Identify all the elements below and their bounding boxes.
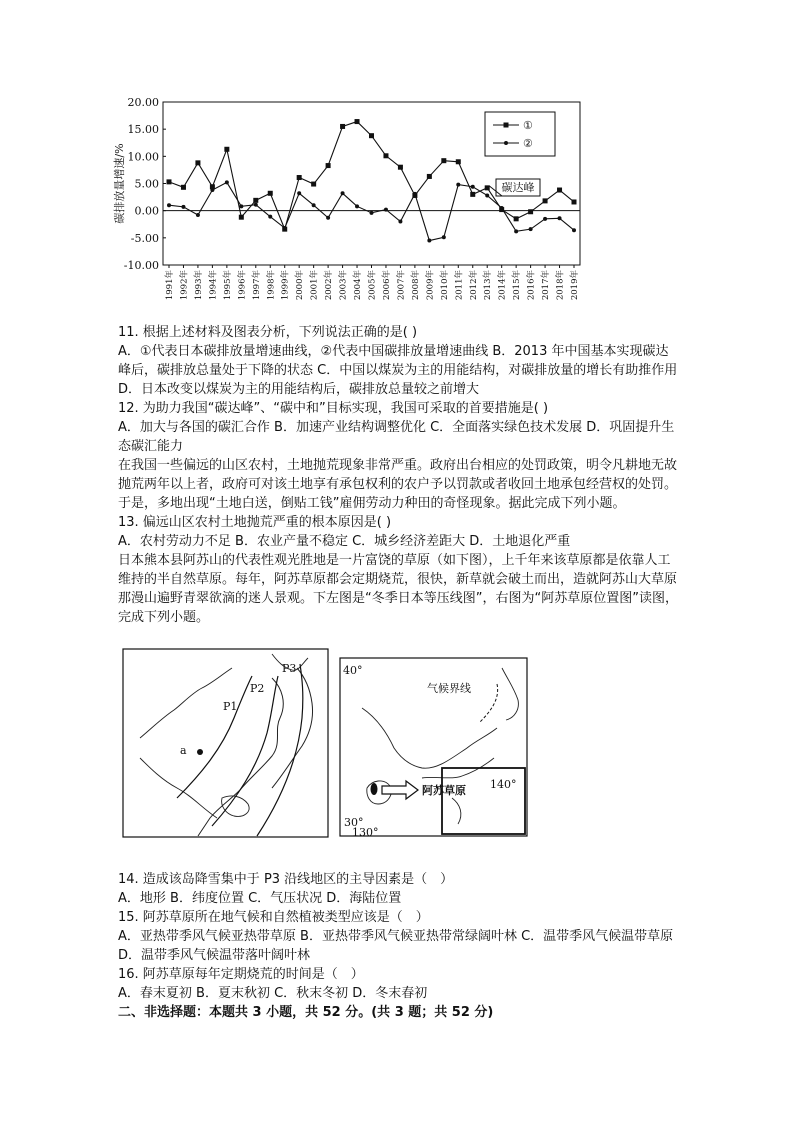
series-1-point (355, 119, 360, 124)
series-2-point (268, 215, 272, 219)
x-tick-label: 2012年 (468, 270, 479, 301)
series-2-point (413, 192, 417, 196)
q16-stem: 16. 阿苏草原每年定期烧荒的时间是（ ） (118, 967, 364, 982)
x-tick-label: 2006年 (381, 270, 392, 301)
x-tick-label: 2004年 (353, 270, 364, 301)
series-2-point (181, 205, 185, 209)
isobar-p1-label: P1 (223, 700, 238, 713)
x-tick-label: 2015年 (512, 270, 523, 301)
x-tick-label: 2008年 (410, 270, 421, 301)
series-2-point (355, 204, 359, 208)
y-tick-label: 0.00 (134, 204, 159, 218)
series-2-point (398, 220, 402, 224)
series-1-point (297, 175, 302, 180)
series-1-point (383, 153, 388, 158)
x-tick-label: 1996年 (237, 270, 248, 301)
q12-stem: 12. 为助力我国“碳达峰”、“碳中和”目标实现，我国可采取的首要措施是( ) (118, 401, 549, 416)
series-2-point (456, 183, 460, 187)
series-2-point (543, 217, 547, 221)
q13-options: A．农村劳动力不足 B．农业产量不稳定 C．城乡经济差距大 D．土地退化严重 (118, 534, 571, 549)
series-2-point (442, 235, 446, 239)
series-1-point (239, 215, 244, 220)
legend-marker-1 (504, 123, 509, 128)
x-tick-label: 1997年 (251, 270, 262, 301)
questions-block-2 (118, 870, 678, 1022)
series-1-point (340, 124, 345, 129)
x-tick-label: 1991年 (165, 270, 175, 301)
series-2-point (572, 228, 576, 232)
series-1-point (514, 216, 519, 221)
series-1-point (441, 158, 446, 163)
y-tick-label: -10.00 (123, 259, 159, 272)
aso-location-map (340, 658, 527, 838)
x-tick-label: 2010年 (439, 270, 450, 301)
series-1-point (253, 198, 258, 203)
q12-options: A．加大与各国的碳汇合作 B．加速产业结构调整优化 C．全面落实绿色技术发展 D．巩固提升生态碳汇能力 (118, 420, 675, 454)
lat-40-label: 40° (343, 664, 363, 677)
series-1-point (543, 198, 548, 203)
series-1-point (326, 163, 331, 168)
series-2-point (500, 206, 504, 210)
x-tick-label: 2018年 (555, 270, 566, 301)
carbon-emission-growth-chart (110, 90, 590, 310)
series-2-point (239, 204, 243, 208)
x-tick-label: 1999年 (280, 270, 291, 301)
legend-label-2: ② (523, 137, 533, 150)
series-1-point (470, 192, 475, 197)
x-tick-label: 1998年 (266, 270, 277, 301)
series-1-point (427, 174, 432, 179)
x-tick-label: 2017年 (541, 270, 552, 301)
series-1-point (456, 159, 461, 164)
x-tick-label: 2009年 (425, 270, 436, 301)
x-tick-label: 2013年 (483, 270, 494, 301)
series-1-point (485, 185, 490, 190)
series-2-point (326, 216, 330, 220)
lon-140-label: 140° (490, 778, 517, 791)
series-2-point (341, 191, 345, 195)
x-tick-label: 2005年 (367, 270, 378, 301)
isobar-p2-label: P2 (250, 682, 265, 695)
series-1-point (369, 133, 374, 138)
legend-marker-2 (504, 141, 508, 145)
series-2-point (514, 229, 518, 233)
q11-options: A．①代表日本碳排放量增速曲线，②代表中国碳排放量增速曲线 B．2013 年中国基本实现碳达峰后，碳排放总量处于下降的状态 C．中国以煤炭为主的用能结构，对碳排放量的增长有助推作用 D．日本改变以煤炭为主的用能结构后，碳排放总量较之前增大 (118, 344, 682, 397)
chart-legend (485, 112, 555, 196)
y-tick-label: -5.00 (130, 231, 159, 245)
q11-stem: 11. 根据上述材料及图表分析，下列说法正确的是( ) (118, 325, 418, 340)
series-2-point (529, 227, 533, 231)
series-1-point (224, 147, 229, 152)
x-tick-label: 1992年 (179, 270, 190, 301)
q13-stem: 13. 偏远山区农村土地抛荒严重的根本原因是( ) (118, 515, 392, 530)
x-tick-label: 2002年 (324, 270, 335, 301)
y-tick-label: 20.00 (127, 96, 159, 109)
series-1-point (181, 185, 186, 190)
intro-paragraph-2: 日本熊本县阿苏山的代表性观光胜地是一片富饶的草原（如下图），上千年来该草原都是依靠人工维持的半自然草原。每年，阿苏草原都会定期烧荒，很快，新草就会破土而出，造就阿苏山大草原那漫山遍野青翠欲滴的迷人景观。下左图是“冬季日本等压线图”，右图为“阿苏草原位置图”读图，完成下列小题。 (118, 553, 678, 625)
series-1-point (167, 179, 172, 184)
legend-box (485, 112, 555, 156)
series-2-point (254, 203, 258, 207)
x-tick-label: 2014年 (497, 270, 508, 301)
x-tick-label: 2001年 (309, 270, 320, 301)
x-tick-label: 2000年 (295, 270, 306, 301)
series-1-point (572, 199, 577, 204)
series-1-point (557, 188, 562, 193)
section-2-heading: 二、非选择题：本题共 3 小题，共 52 分。(共 3 题；共 52 分) (118, 1005, 494, 1020)
series-2-point (225, 180, 229, 184)
series-2-point (427, 239, 431, 243)
series-2-point (283, 226, 287, 230)
lon-130-label: 130° (352, 826, 379, 838)
q14-stem: 14. 造成该岛降雪集中于 P3 沿线地区的主导因素是（ ） (118, 872, 454, 887)
x-tick-label: 1994年 (208, 270, 219, 301)
y-tick-label: 15.00 (127, 123, 159, 137)
lat-30-label: 30° (344, 816, 364, 829)
series-2-point (558, 216, 562, 220)
series-2-point (485, 193, 489, 197)
isobar-p3-label: P3 (282, 662, 297, 675)
q15-stem: 15. 阿苏草原所在地气候和自然植被类型应该是（ ） (118, 910, 429, 925)
y-axis-label: 碳排放量增速/% (113, 143, 126, 224)
climate-boundary-label: 气候界线 (427, 682, 471, 695)
q15-options: A．亚热带季风气候亚热带草原 B．亚热带季风气候亚热带常绿阔叶林 C．温带季风气候温带草原 D．温带季风气候温带落叶阔叶林 (118, 929, 678, 963)
point-a-label: a (180, 744, 187, 757)
series-1-point (398, 165, 403, 170)
series-1-point (528, 209, 533, 214)
annotation-label: 碳达峰 (501, 181, 535, 194)
series-1-point (195, 160, 200, 165)
japan-maps (122, 648, 532, 838)
series-2-point (196, 213, 200, 217)
series-2-point (384, 208, 388, 212)
x-tick-label: 2003年 (338, 270, 349, 301)
isobar-map (123, 649, 328, 837)
series-1-point (268, 191, 273, 196)
series-2-point (312, 203, 316, 207)
q16-options: A．春末夏初 B．夏末秋初 C．秋末冬初 D．冬末春初 (118, 986, 428, 1001)
x-tick-label: 1995年 (222, 270, 233, 301)
series-2-point (370, 211, 374, 215)
q14-options: A．地形 B．纬度位置 C．气压状况 D．海陆位置 (118, 891, 402, 906)
x-tick-label: 2016年 (526, 270, 537, 301)
x-tick-label: 2019年 (570, 270, 580, 301)
series-1-point (311, 182, 316, 187)
series-2-point (167, 203, 171, 207)
series-2-point (210, 188, 214, 192)
y-tick-label: 5.00 (134, 177, 159, 191)
series-2-point (471, 185, 475, 189)
aso-grassland-label: 阿苏草原 (422, 784, 466, 797)
y-tick-label: 10.00 (127, 150, 159, 164)
questions-block-1 (118, 323, 682, 627)
x-tick-label: 2007年 (396, 270, 407, 301)
legend-label-1: ① (523, 119, 533, 132)
x-tick-label: 1993年 (193, 270, 204, 301)
intro-paragraph-1: 在我国一些偏远的山区农村，土地抛荒现象非常严重。政府出台相应的处罚政策，明令凡耕地无故抛荒两年以上者，政府可对该土地享有承包权利的农户予以罚款或者收回土地承包经营权的处罚。于是，多地出现“土地白送，倒贴工钱”雇佣劳动力种田的奇怪现象。据此完成下列小题。 (118, 458, 678, 511)
series-2-point (297, 191, 301, 195)
x-tick-label: 2011年 (454, 270, 465, 301)
